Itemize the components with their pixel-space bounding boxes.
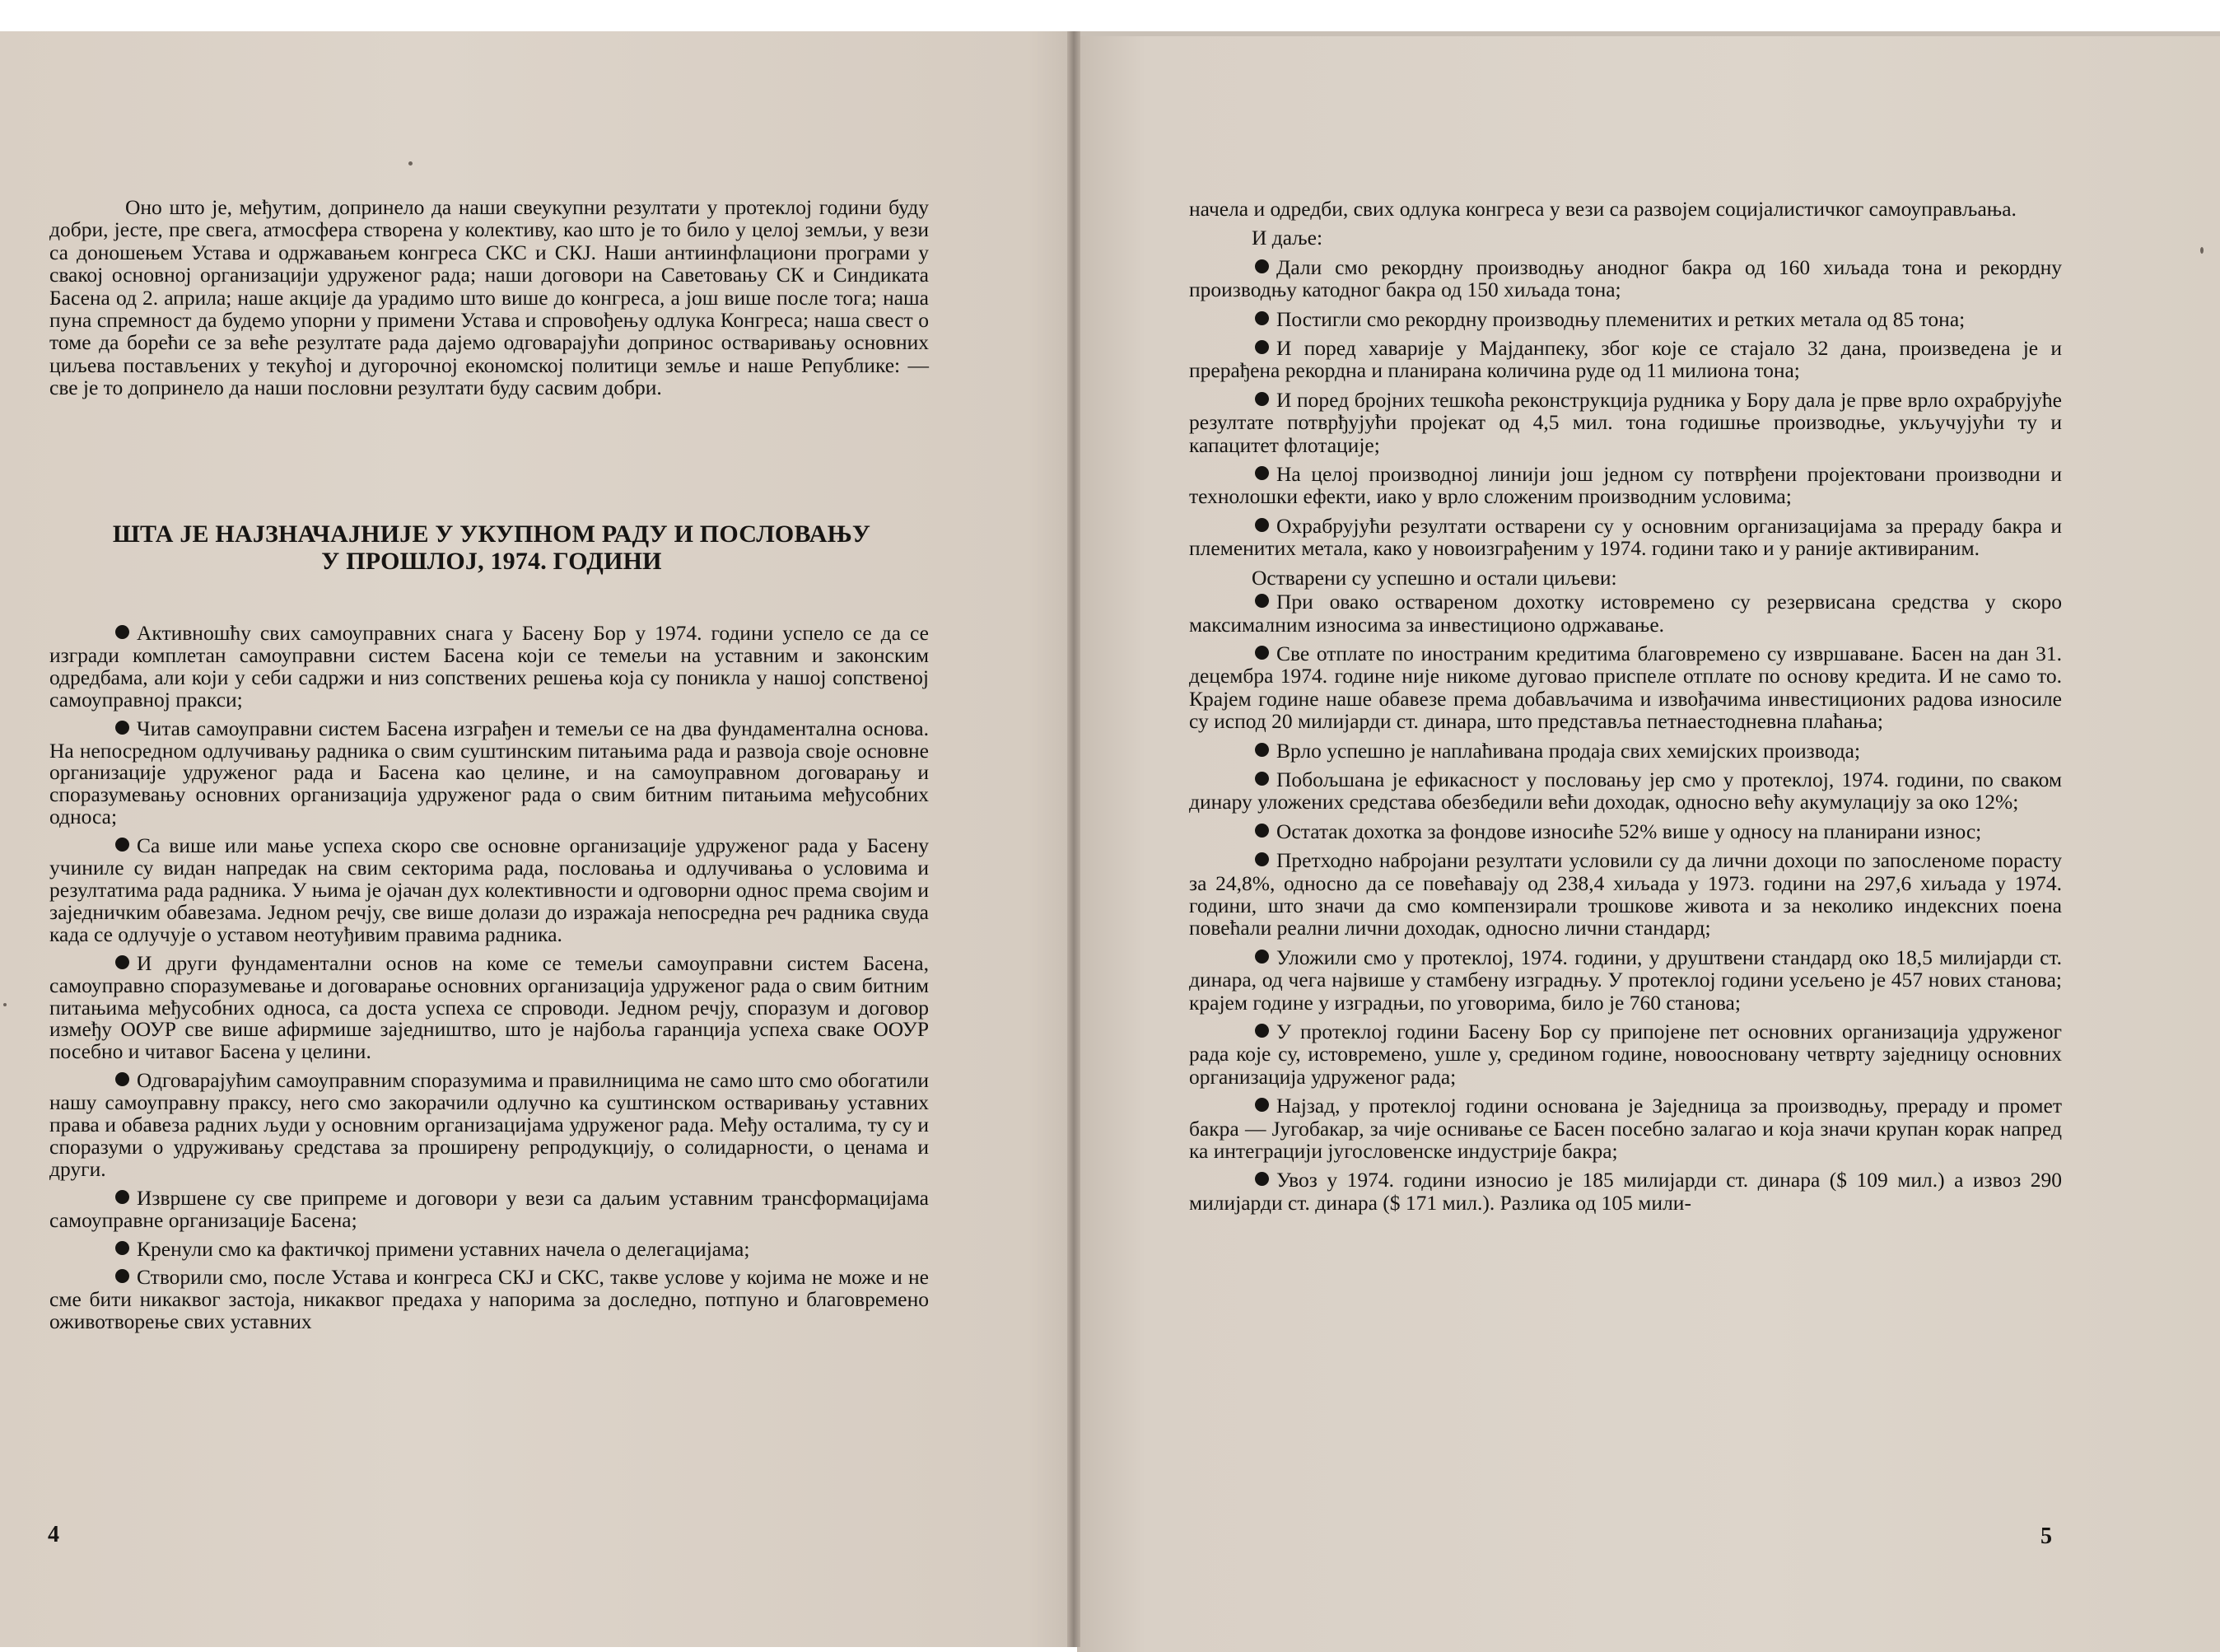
bullet-icon <box>1255 311 1269 325</box>
bullet-icon <box>1255 518 1269 532</box>
heading-line-1: ШТА ЈЕ НАЈЗНАЧАЈНИЈЕ У УКУПНОМ РАДУ И ПОСЛОВАЊУ <box>112 520 871 548</box>
list-item: У протеклој години Басену Бор су припојене пет основних организација удруженог рада које су, истовремено, ушле у, средином године, новоосновану четврту заједницу основних организација удруженог рада; <box>1189 1020 2062 1089</box>
bullet-icon <box>1255 340 1269 354</box>
bullet-icon <box>1255 1024 1269 1038</box>
bullet-icon <box>1255 824 1269 838</box>
bullet-icon <box>115 625 129 639</box>
list-item: Кренули смо ка фактичкој примени уставних начела о делегацијама; <box>49 1239 929 1261</box>
list-item: Све отплате по иностраним кредитима благовремено су извршаване. Басен на дан 31. децембра 1974. године није никоме дуговао приспеле отплате по основу кредита. И не само то. Крајем године наше обавезе према добављачима и извођачима инвестиционих радова износиле су испод 20 милијарди ст. динара, што представља петнаестодневна плаћања; <box>1189 641 2062 734</box>
list-item: При овако оствареном дохотку истовремено су резервисана средства у скоро максималним износима за инвестиционо одржавање. <box>1189 590 2062 637</box>
continuation-paragraph: начела и одредби, свих одлука конгреса у вези са развојем социјалистичког самоуправљања. <box>1189 197 2017 221</box>
bullet-icon <box>1255 852 1269 866</box>
paper-speck <box>408 161 413 166</box>
list-item: Најзад, у протеклој години основана је Заједница за производњу, прераду и промет бакра — Југобакар, за чије оснивање се Басен посебно залагао и која значи крупан корак напред ка интеграцији југословенске индустрије бакра; <box>1189 1094 2062 1164</box>
bullet-icon <box>1255 1098 1269 1112</box>
right-text-column <box>1189 198 2062 1214</box>
list-item: Активношћу свих самоуправних снага у Басену Бор у 1974. години успело се да се изгради комплетан самоуправни систем Басена који се темељи на уставним и законским одредбама, али који у себи садржи и низ сопствених решења која су поникла у нашој сопственој самоуправној пракси; <box>49 621 929 712</box>
list-item: Увоз у 1974. години износио је 185 милијарди ст. динара ($ 109 мил.) а извоз 290 милијарди ст. динара ($ 171 мил.). Разлика од 105 мили- <box>1189 1168 2062 1215</box>
bullet-icon <box>1255 392 1269 406</box>
list-item: На целој производној линији још једном су потврђени пројектовани производни и технолошки ефекти, иако у врло сложеним производним условима; <box>1189 462 2062 509</box>
list-item: Уложили смо у протеклој, 1974. години, у друштвени стандард око 18,5 милијарди ст. динара, од чега највише у стамбену изградњу. У протеклој години усељено је 457 нових станова; крајем године у изградњи, по уговорима, било је 760 станова; <box>1189 945 2062 1015</box>
bullet-icon <box>115 1269 129 1283</box>
intro-paragraph: Оно што је, међутим, допринело да наши свеукупни резултати у протеклој години буду добри, јесте, пре свега, атмосфера створена у колективу, као што је то било у целој земљи, у вези са доношењем Устава и одржавањем конгреса СКС и СКЈ. Наши антиинфлациони програми у свакој основној организацији удруженог рада; наши договори на Саветовању СК и Синдиката Басена од 2. априла; наше акције да урадимо што више до конгреса, а још више после тога; наша пуна спремност да будемо упорни у примени Устава и спровођењу одлука Конгреса; наша свест о томе да борећи се за веће резултате рада дајемо одговарајући допринос остваривању основних циљева постављених у текућој и дугорочној економској политици земље и наше Републике: — све је то допринело да наши пословни резултати буду сасвим добри. <box>49 195 929 400</box>
bullet-icon <box>1255 594 1269 608</box>
bullet-icon <box>1255 1172 1269 1186</box>
page-number-left: 4 <box>48 1522 59 1547</box>
page-number-right: 5 <box>2040 1524 2052 1549</box>
list-item: Претходно набројани резултати условили су да лични дохоци по запосленоме порасту за 24,8%, односно да се повећавају од 238,4 хиљада у 1973. години на 297,6 хиљада у 1974. години, што значи да смо компензирали трошкове живота и за неколико индексних поена повећали реални лични доходак, односно лични стандард; <box>1189 848 2062 940</box>
list-item: И поред хаварије у Мајданпеку, због које се стајало 32 дана, произведена је и прерађена рекордна и планирана количина руде од 11 милиона тона; <box>1189 336 2062 383</box>
heading-line-2: У ПРОШЛОЈ, 1974. ГОДИНИ <box>321 548 662 575</box>
list-item: Дали смо рекордну производњу анодног бакра од 160 хиљада тона и рекордну производњу катодног бакра од 150 хиљада тона; <box>1189 254 2062 302</box>
bullet-icon <box>115 838 129 852</box>
and-further-label: И даље: <box>1252 226 1323 250</box>
paper-speck <box>2200 247 2204 254</box>
list-item: Одговарајућим самоуправним споразумима и правилницима не само што смо обогатили нашу самоуправну праксу, него смо закорачили одлучно ка суштинском остваривању уставних права и обавеза радних људи у основним организацијама удруженог рада. Међу осталима, ту су и споразуми о удруживању средстава за проширену репродукцију, о солидарности, о ценама и други. <box>49 1068 929 1181</box>
left-bullet-list <box>49 616 929 1333</box>
bullet-icon <box>115 1072 129 1086</box>
list-item: Извршене су све припреме и договори у вези са даљим уставним трансформацијама самоуправне организације Басена; <box>49 1185 929 1232</box>
list-item: Створили смо, после Устава и конгреса СКЈ и СКС, такве услове у којима не може и не сме бити никаквог застоја, никаквог предаха у напорима за доследно, потпуно и благовремено оживотворење свих уставних <box>49 1265 929 1334</box>
bullet-icon <box>115 1241 129 1255</box>
list-item: Остатак дохотка за фондове износиће 52% више у односу на планирани износ; <box>1189 820 2062 842</box>
bullet-icon <box>115 955 129 969</box>
list-item: Врло успешно је наплаћивана продаја свих хемијских производа; <box>1189 740 2062 762</box>
list-item: Постигли смо рекордну производњу племенитих и ретких метала од 85 тона; <box>1189 308 2062 330</box>
other-goals-label: Остварени су успешно и остали циљеви: <box>1252 565 1617 590</box>
list-item: Охрабрујући резултати остварени су у основним организацијама за прераду бакра и племенитих метала, како у новоизграђеним у 1974. години тако и у раније активираним. <box>1189 513 2062 561</box>
bullet-icon <box>1255 772 1269 786</box>
section-heading <box>48 520 935 575</box>
bullet-icon <box>115 1190 129 1204</box>
paper-speck <box>3 1003 7 1006</box>
list-item: И други фундаментални основ на коме се темељи самоуправни систем Басена, самоуправно споразумевање и договарање основних организација удруженог рада о свим битним питањима међусобних односа, са доста успеха се спроводи. Једном речју, споразум и договор између ООУР све више афирмише заједништво, што је најбоља гаранција успеха сваке ООУР посебно и читавог Басена у целини. <box>49 950 929 1064</box>
book-gutter <box>1067 31 1080 1647</box>
bullet-icon <box>1255 950 1269 964</box>
bullet-icon <box>115 721 129 735</box>
list-item: Читав самоуправни систем Басена изграђен и темељи се на два фундаментална основа. На непосредном одлучивању радника о свим суштинским питањима рада и развоја своје основне организације удруженог рада и Басена као целине, и на самоуправном договарању и споразумевању основних организација удруженог рада о свим битним питањима међусобних односа; <box>49 716 929 829</box>
list-item: Побољшана је ефикасност у пословању јер смо у протеклој, 1974. години, по сваком динару уложених средстава обезбедили већи доходак, односно већу акумулацију за око 12%; <box>1189 767 2062 814</box>
bullet-icon <box>1255 259 1269 273</box>
bullet-icon <box>1255 646 1269 660</box>
bullet-icon <box>1255 743 1269 757</box>
list-item: Са више или мање успеха скоро све основне организације удруженог рада у Басену учиниле су видан напредак на свим секторима рада, пословања и одлучивања о условима и резултатима рада радника. У њима је ојачан дух колективности и одговорни однос према својим и заједничким обавезама. Једном речју, све више долази до изражаја непосредна реч радника свуда када се одлучује о уставом неотуђивим правима радника. <box>49 833 929 946</box>
list-item: И поред бројних тешкоћа реконструкција рудника у Бору дала је прве врло охрабрујуће резултате потврђујући пројекат од 4,5 мил. тона годишње производње, укључујући ту и капацитет флотације; <box>1189 387 2062 457</box>
bullet-icon <box>1255 466 1269 480</box>
left-intro-paragraph-block <box>49 196 929 399</box>
